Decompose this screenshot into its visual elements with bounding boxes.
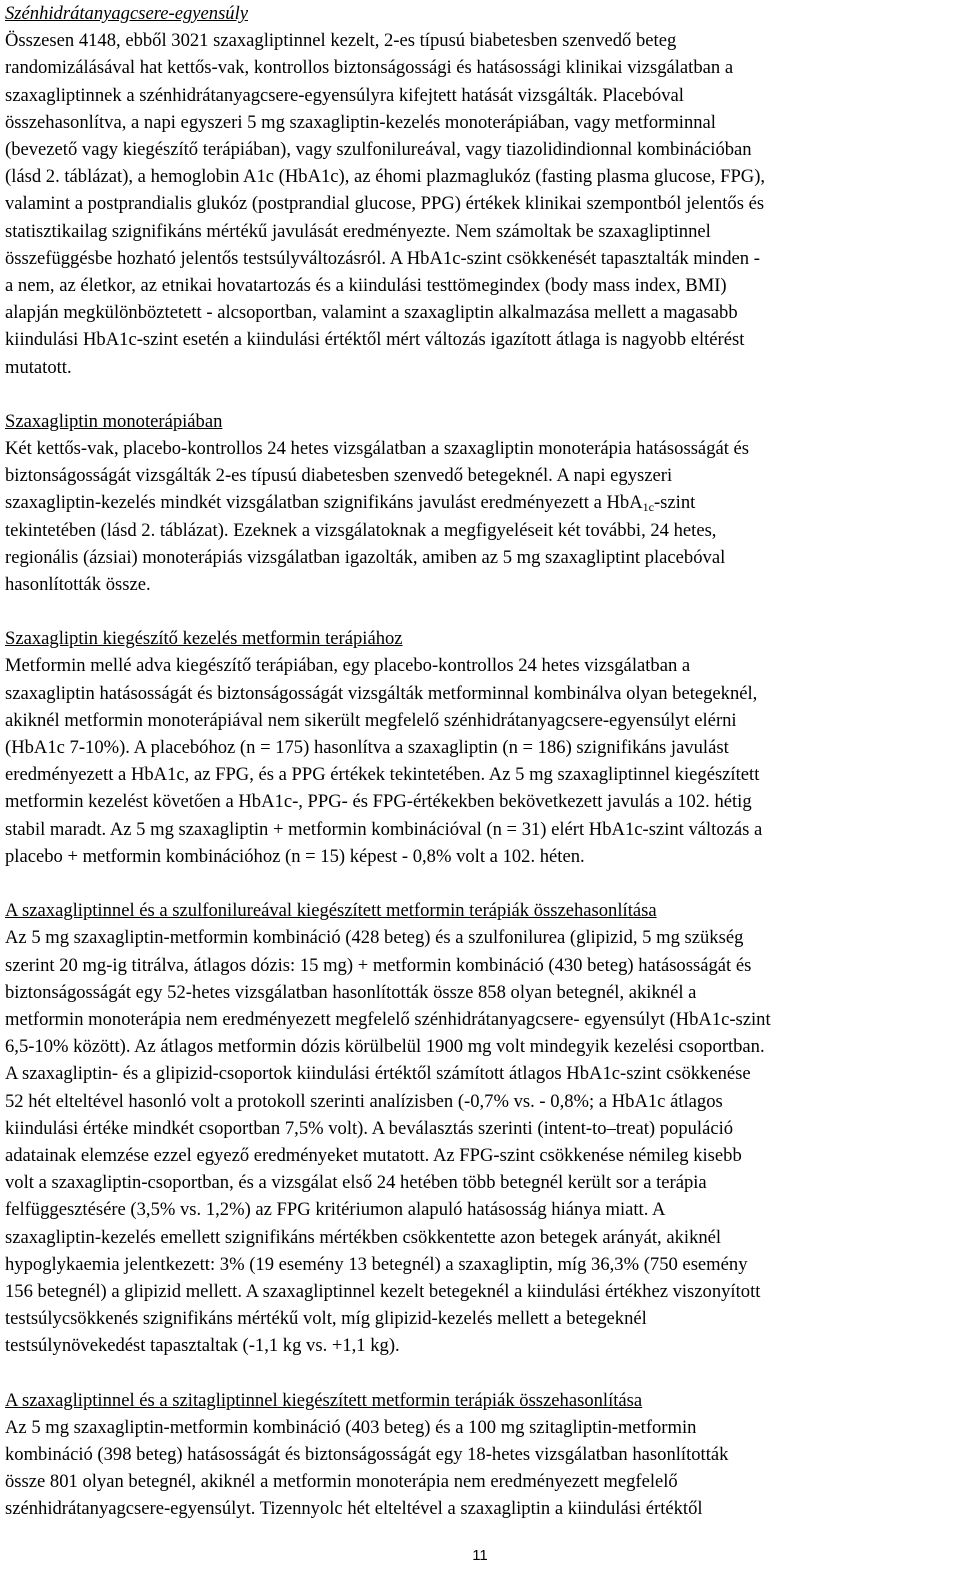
text-line: Metformin mellé adva kiegészítő terápiában, egy placebo-kontrollos 24 hetes vizsgálatban a <box>5 655 691 677</box>
text-line: valamint a postprandialis glukóz (postprandial glucose, PPG) értékek klinikai szempontból jelentős és <box>5 193 765 215</box>
text-line: felfüggesztésére (3,5% vs. 1,2%) az FPG kritériumon alapuló hatásosság hiánya miatt. A <box>5 1199 666 1221</box>
text-run: szaxagliptin-kezelés mindkét vizsgálatban szignifikáns javulást eredményezett a HbA <box>5 492 643 514</box>
section-sulfonylurea-comparison <box>5 897 957 1359</box>
text-line: metformin kezelést követően a HbA1c-, PPG- és FPG-értékekben bekövetkezett javulás a 102. hétig <box>5 791 752 813</box>
text-line: stabil maradt. Az 5 mg szaxagliptin + metformin kombinációval (n = 31) elért HbA1c-szint változás a <box>5 818 763 840</box>
section-monotherapy <box>5 408 957 598</box>
text-line: placebo + metformin kombinációhoz (n = 15) képest - 0,8% volt a 102. héten. <box>5 845 585 867</box>
text-line: statisztikailag szignifikáns mértékű javulását eredményezte. Nem számoltak be szaxagliptinnel <box>5 220 711 242</box>
text-line: adatainak elemzése ezzel egyező eredményeket mutatott. Az FPG-szint csökkenése némileg kisebb <box>5 1144 742 1166</box>
text-line: alapján megkülönböztetett - alcsoportban, valamint a szaxagliptin alkalmazása mellett a magasabb <box>5 302 738 324</box>
text-line: (bevezető vagy kiegészítő terápiában), vagy szulfonilureával, vagy tiazolidindionnal kombinációban <box>5 139 752 161</box>
text-line: testsúlynövekedést tapasztaltak (-1,1 kg vs. +1,1 kg). <box>5 1335 400 1357</box>
text-line: Az 5 mg szaxagliptin-metformin kombináció (428 beteg) és a szulfonilurea (glipizid, 5 mg szükség <box>5 927 744 949</box>
page-number: 11 <box>472 1547 488 1564</box>
section-metformin-addon <box>5 625 957 870</box>
section-sitagliptin-comparison <box>5 1387 957 1523</box>
text-line: randomizálásával hat kettős-vak, kontrollos biztonságossági és hatásossági klinikai vizsgálatban a <box>5 57 734 79</box>
text-line: biztonságosságát egy 52-hetes vizsgálatban hasonlították össze 858 olyan betegnél, akiknél a <box>5 981 697 1003</box>
text-line: a nem, az életkor, az etnikai hovatartozás és a kiindulási testtömegindex (body mass index, BMI) <box>5 275 727 297</box>
text-line: szerint 20 mg-ig titrálva, átlagos dózis: 15 mg) + metformin kombináció (430 beteg) hatásosságát és <box>5 954 752 976</box>
section-carbohydrate-balance <box>5 0 957 381</box>
text-line: A szaxagliptin- és a glipizid-csoportok kiindulási értéktől számított átlagos HbA1c-szint csökkenése <box>5 1063 751 1085</box>
section-body <box>5 652 957 870</box>
text-line: 6,5-10% között). Az átlagos metformin dózis körülbelül 1900 mg volt mindegyik kezelési csoportban. <box>5 1036 765 1058</box>
text-line: hypoglykaemia jelentkezett: 3% (19 esemény 13 betegnél) a szaxagliptin, míg 36,3% (750 esemény <box>5 1253 748 1275</box>
section-heading: A szaxagliptinnel és a szulfonilureával kiegészített metformin terápiák összehasonlítása <box>5 900 657 922</box>
text-line: akiknél metformin monoterápiával nem sikerült megfelelő szénhidrátanyagcsere-egyensúlyt elérni <box>5 709 737 731</box>
text-line: Az 5 mg szaxagliptin-metformin kombináció (403 beteg) és a 100 mg szitagliptin-metformin <box>5 1416 697 1438</box>
text-line: összefüggésbe hozható jelentős testsúlyváltozásról. A HbA1c-szint csökkenését tapasztalták minden - <box>5 247 760 269</box>
section-body <box>5 924 957 1359</box>
text-line: szaxagliptinnek a szénhidrátanyagcsere-egyensúlyra kifejtett hatását vizsgálták. Placebóval <box>5 84 684 106</box>
text-run: -szint <box>653 492 696 514</box>
section-heading: Szénhidrátanyagcsere-egyensúly <box>5 3 249 24</box>
document-page <box>5 0 957 1550</box>
text-line: 156 betegnél) a glipizid mellett. A szaxagliptinnel kezelt betegeknél a kiindulási értékhez viszonyított <box>5 1280 761 1302</box>
text-line: kiindulási értéke mindkét csoportban 7,5% volt). A beválasztás szerinti (intent-to–treat) populáció <box>5 1117 734 1139</box>
text-line <box>5 489 957 516</box>
section-body <box>5 435 957 598</box>
text-line: össze 801 olyan betegnél, akiknél a metformin monoterápia nem eredményezett megfelelő <box>5 1471 678 1493</box>
text-line: összehasonlítva, a napi egyszeri 5 mg szaxagliptin-kezelés monoterápiában, vagy metforminnal <box>5 111 716 133</box>
text-line: regionális (ázsiai) monoterápiás vizsgálatban igazolták, amiben az 5 mg szaxagliptint placebóval <box>5 546 726 568</box>
text-line: Összesen 4148, ebből 3021 szaxagliptinnel kezelt, 2-es típusú biabetesben szenvedő beteg <box>5 30 677 52</box>
text-line: 52 hét elteltével hasonló volt a protokoll szerinti analízisben (-0,7% vs. - 0,8%; a HbA1c átlagos <box>5 1090 723 1112</box>
text-line: hasonlították össze. <box>5 574 151 596</box>
text-line: Két kettős-vak, placebo-kontrollos 24 hetes vizsgálatban a szaxagliptin monoterápia hatásosságát és <box>5 438 750 460</box>
section-body <box>5 1414 957 1523</box>
text-line: tekintetében (lásd 2. táblázat). Ezeknek a vizsgálatoknak a megfigyeléseit két további, 24 hetes, <box>5 519 717 541</box>
text-line: eredményezett a HbA1c, az FPG, és a PPG értékek tekintetében. Az 5 mg szaxagliptinnel kiegészített <box>5 764 760 786</box>
text-line: testsúlycsökkenés szignifikáns mértékű volt, míg glipizid-kezelés mellett a betegeknél <box>5 1308 647 1330</box>
text-line: mutatott. <box>5 356 72 378</box>
text-line: szaxagliptin hatásosságát és biztonságosságát vizsgálták metforminnal kombinálva olyan betegeknél, <box>5 682 758 704</box>
text-line: szaxagliptin-kezelés emellett szignifikáns mértékben csökkentette azon betegek arányát, akiknél <box>5 1226 722 1248</box>
text-line: (lásd 2. táblázat), a hemoglobin A1c (HbA1c), az éhomi plazmaglukóz (fasting plasma glucose, FPG), <box>5 166 766 188</box>
text-line: kiindulási HbA1c-szint esetén a kiindulási értéktől mért változás igazított átlaga is nagyobb eltérést <box>5 329 745 351</box>
text-line: volt a szaxagliptin-csoportban, és a vizsgálat első 24 hetében több betegnél került sor a terápia <box>5 1172 707 1194</box>
subscript: 1c <box>642 500 654 515</box>
text-line: (HbA1c 7-10%). A placebóhoz (n = 175) hasonlítva a szaxagliptin (n = 186) szignifikáns javulást <box>5 737 729 759</box>
text-line: biztonságosságát vizsgálták 2-es típusú diabetesben szenvedő betegeknél. A napi egyszeri <box>5 465 673 487</box>
text-line: szénhidrátanyagcsere-egyensúlyt. Tizennyolc hét elteltével a szaxagliptin a kiindulási értéktől <box>5 1498 703 1520</box>
section-heading: A szaxagliptinnel és a szitagliptinnel kiegészített metformin terápiák összehasonlítása <box>5 1389 643 1411</box>
text-line: metformin monoterápia nem eredményezett megfelelő szénhidrátanyagcsere- egyensúlyt (HbA1c-szint <box>5 1008 771 1030</box>
section-heading: Szaxagliptin kiegészítő kezelés metformin terápiához <box>5 628 403 650</box>
section-heading: Szaxagliptin monoterápiában <box>5 410 223 432</box>
text-line: kombináció (398 beteg) hatásosságát és biztonságosságát egy 18-hetes vizsgálatban hasonlították <box>5 1443 729 1465</box>
section-body <box>5 27 957 381</box>
